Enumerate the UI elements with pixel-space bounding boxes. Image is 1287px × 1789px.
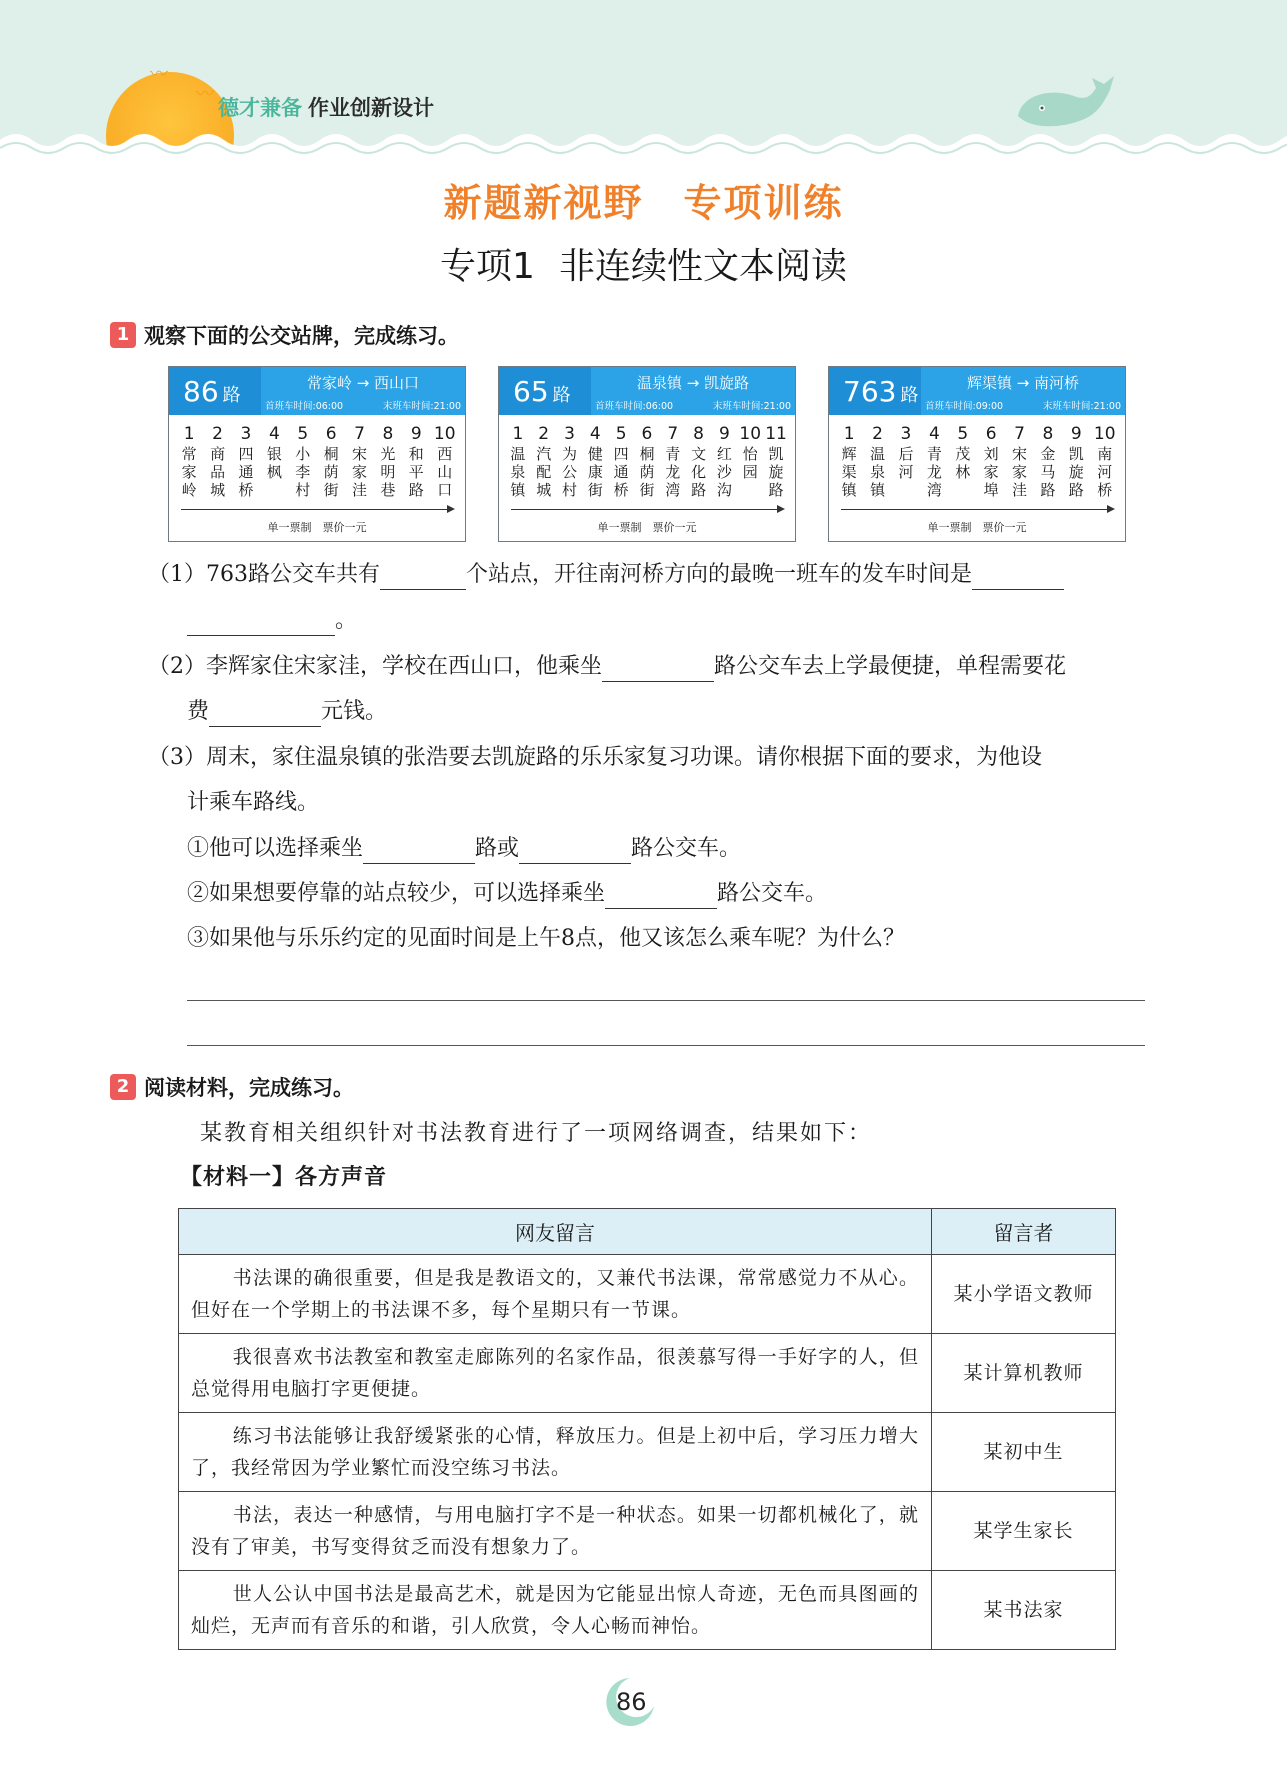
bus-stop: 5 小李村 xyxy=(295,424,311,499)
bus-stop: 3 后河 xyxy=(898,424,914,481)
route-badge xyxy=(169,367,261,415)
direction-arrow xyxy=(841,509,1113,510)
header-comment: 网友留言 xyxy=(179,1209,932,1255)
topic-name: 非连续性文本阅读 xyxy=(558,246,847,287)
question-1-part-3-cont: 计乘车路线。 xyxy=(187,790,320,815)
bus-stop: 3 为公村 xyxy=(562,424,578,499)
table-header-row xyxy=(179,1209,1116,1255)
bird-icon: 〰 xyxy=(196,84,214,105)
question-1-sub-1: ①他可以选择乘坐 路或 路公交车。 xyxy=(187,834,741,864)
question-1-title: 观察下面的公交站牌，完成练习。 xyxy=(144,324,459,348)
answer-line[interactable] xyxy=(187,1045,1145,1046)
bus-stop: 4 银枫 xyxy=(266,424,282,481)
direction-arrow xyxy=(511,509,783,510)
bus-stop: 8 文化路 xyxy=(691,424,707,499)
route-direction: 温泉镇 → 凯旋路 xyxy=(636,374,750,392)
stop-list xyxy=(829,415,1125,499)
direction-arrow xyxy=(181,509,453,510)
table-row xyxy=(179,1255,1116,1334)
table-row xyxy=(179,1413,1116,1492)
route-direction-panel xyxy=(921,367,1125,415)
bus-stop: 7 宋家洼 xyxy=(1012,424,1028,499)
route-suffix: 路 xyxy=(900,385,919,406)
last-bus-time: 末班车时间:21:00 xyxy=(712,401,791,412)
bus-stop: 6 桐荫街 xyxy=(323,424,339,499)
comment-cell: 书法，表达一种感情，与用电脑打字不是一种状态。如果一切都机械化了，就没有了审美，书写变得贫乏而没有想象力了。 xyxy=(179,1492,932,1571)
section-title-left: 新题新视野 xyxy=(443,181,644,225)
question-2-title: 阅读材料，完成练习。 xyxy=(144,1076,354,1100)
route-suffix: 路 xyxy=(222,385,241,406)
stop-list xyxy=(169,415,465,499)
bus-sign-65 xyxy=(498,366,796,542)
question-1-part-2: （2）李辉家住宋家洼，学校在西山口，他乘坐 路公交车去上学最便捷，单程需要花 xyxy=(148,652,1066,682)
question-1-number: 1 xyxy=(110,322,136,348)
brand-dark-text: 作业创新设计 xyxy=(308,96,434,120)
question-2-number: 2 xyxy=(110,1074,136,1100)
route-direction-panel xyxy=(591,367,795,415)
commenter-cell: 某书法家 xyxy=(932,1571,1116,1650)
commenter-cell: 某学生家长 xyxy=(932,1492,1116,1571)
question-1-sub-3: ③如果他与乐乐约定的见面时间是上午8点，他又该怎么乘车呢？为什么？ xyxy=(187,926,905,951)
page-number: 86 xyxy=(616,1688,647,1716)
bus-stop: 9 和平路 xyxy=(408,424,424,499)
bus-stop: 7 宋家洼 xyxy=(352,424,368,499)
first-bus-time: 首班车时间:06:00 xyxy=(265,401,344,412)
commenter-cell: 某初中生 xyxy=(932,1413,1116,1492)
route-direction: 常家岭 → 西山口 xyxy=(306,374,420,392)
comment-cell: 练习书法能够让我舒缓紧张的心情，释放压力。但是上初中后，学习压力增大了，我经常因为学业繁忙而没空练习书法。 xyxy=(179,1413,932,1492)
topic-number: 专项1 xyxy=(440,246,535,287)
answer-blank[interactable] xyxy=(380,566,466,590)
answer-blank[interactable] xyxy=(972,566,1064,590)
comment-cell: 书法课的确很重要，但是我是教语文的，又兼代书法课，常常感觉力不从心。但好在一个学期上的书法课不多，每个星期只有一节课。 xyxy=(179,1255,932,1334)
bus-stop: 2 汽配城 xyxy=(536,424,552,499)
fare-info: 单一票制 票价一元 xyxy=(597,521,697,534)
comment-cell: 世人公认中国书法是最高艺术，就是因为它能显出惊人奇迹，无色而具图画的灿烂，无声而有音乐的和谐，引人欣赏，令人心畅而神怡。 xyxy=(179,1571,932,1650)
wave-decoration xyxy=(0,118,1287,160)
route-badge xyxy=(829,367,921,415)
bus-stop: 1 辉渠镇 xyxy=(841,424,857,499)
comments-table xyxy=(178,1208,1116,1650)
bus-stop: 4 健康街 xyxy=(587,424,603,499)
bus-stop: 6 桐荫街 xyxy=(639,424,655,499)
brand-green-text: 德才兼备 xyxy=(218,96,302,120)
bus-stop: 7 青龙湾 xyxy=(665,424,681,499)
bus-stop: 10 南河桥 xyxy=(1093,424,1116,499)
route-number: 763 xyxy=(843,374,897,408)
bus-stop: 10 西山口 xyxy=(433,424,456,499)
table-row xyxy=(179,1571,1116,1650)
bus-stop: 2 温泉镇 xyxy=(870,424,886,499)
route-suffix: 路 xyxy=(552,385,571,406)
bus-stop: 2 商品城 xyxy=(210,424,226,499)
material-intro: 某教育相关组织针对书法教育进行了一项网络调查，结果如下： xyxy=(200,1121,873,1146)
question-1-part-3: （3）周末，家住温泉镇的张浩要去凯旋路的乐乐家复习功课。请你根据下面的要求，为他设 xyxy=(148,745,1043,770)
commenter-cell: 某计算机教师 xyxy=(932,1334,1116,1413)
answer-blank[interactable] xyxy=(605,885,717,909)
question-1-part-1: （1）763路公交车共有 个站点，开往南河桥方向的最晚一班车的发车时间是 xyxy=(148,560,1064,590)
section-title xyxy=(0,172,1287,227)
bird-icon: 〰 xyxy=(150,64,168,85)
page-header xyxy=(0,0,1287,160)
bus-stop: 3 四通桥 xyxy=(238,424,254,499)
section-title-right: 专项训练 xyxy=(683,181,844,225)
question-2-heading xyxy=(110,1072,354,1102)
header-commenter: 留言者 xyxy=(932,1209,1116,1255)
topic-title xyxy=(0,238,1287,289)
first-bus-time: 首班车时间:09:00 xyxy=(925,401,1004,412)
bus-stop: 5 茂林 xyxy=(955,424,971,481)
bus-sign-86 xyxy=(168,366,466,542)
table-row xyxy=(179,1492,1116,1571)
last-bus-time: 末班车时间:21:00 xyxy=(382,401,461,412)
question-1-part-1-cont: 。 xyxy=(187,606,357,636)
answer-blank[interactable] xyxy=(602,658,714,682)
bus-stop: 11 凯旋路 xyxy=(765,424,787,499)
route-direction: 辉渠镇 → 南河桥 xyxy=(966,374,1080,392)
bus-stop: 1 温泉镇 xyxy=(510,424,526,499)
fare-info: 单一票制 票价一元 xyxy=(927,521,1027,534)
last-bus-time: 末班车时间:21:00 xyxy=(1042,401,1121,412)
route-number: 86 xyxy=(183,374,219,408)
page-number-badge xyxy=(600,1672,660,1732)
question-1-sub-2: ②如果想要停靠的站点较少，可以选择乘坐 路公交车。 xyxy=(187,879,827,909)
answer-blank[interactable] xyxy=(187,612,335,636)
bus-stop: 5 四通桥 xyxy=(613,424,629,499)
bus-stop: 1 常家岭 xyxy=(181,424,197,499)
bus-stop: 9 红沙沟 xyxy=(716,424,732,499)
commenter-cell: 某小学语文教师 xyxy=(932,1255,1116,1334)
question-1-part-2-cont: 费 元钱。 xyxy=(187,697,387,727)
fare-info: 单一票制 票价一元 xyxy=(267,521,367,534)
table-row xyxy=(179,1334,1116,1413)
route-number: 65 xyxy=(513,374,549,408)
stop-list xyxy=(499,415,795,499)
bus-stop: 4 青龙湾 xyxy=(926,424,942,499)
route-direction-panel xyxy=(261,367,465,415)
first-bus-time: 首班车时间:06:00 xyxy=(595,401,674,412)
answer-line[interactable] xyxy=(187,1000,1145,1001)
question-1-heading xyxy=(110,320,459,350)
bus-stop: 6 刘家埠 xyxy=(983,424,999,499)
answer-blank[interactable] xyxy=(363,840,475,864)
answer-blank[interactable] xyxy=(519,840,631,864)
bus-stop: 9 凯旋路 xyxy=(1068,424,1084,499)
route-badge xyxy=(499,367,591,415)
comment-cell: 我很喜欢书法教室和教室走廊陈列的名家作品，很羡慕写得一手好字的人，但总觉得用电脑打字更便捷。 xyxy=(179,1334,932,1413)
bus-stop: 10 怡园 xyxy=(739,424,762,481)
answer-blank[interactable] xyxy=(209,703,321,727)
material-title: 【材料一】各方声音 xyxy=(180,1165,388,1190)
bus-sign-763 xyxy=(828,366,1126,542)
bus-stop: 8 光明巷 xyxy=(380,424,396,499)
bus-stop: 8 金马路 xyxy=(1040,424,1056,499)
